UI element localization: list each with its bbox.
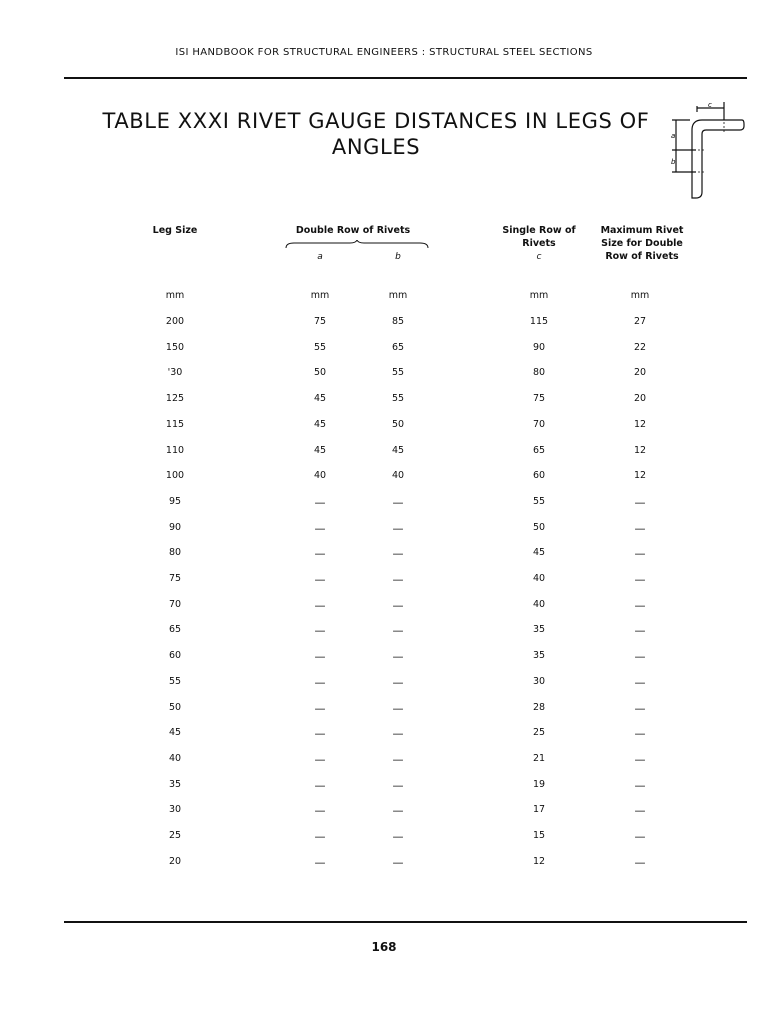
- cell-col-c: 12: [532, 855, 546, 867]
- cell-col-c: 115: [529, 316, 549, 327]
- cell-leg-size: 70: [168, 598, 182, 610]
- cell-max-rivet: —: [634, 855, 646, 869]
- cell-col-b: 85: [391, 316, 405, 327]
- cell-col-c: 35: [532, 624, 546, 636]
- cell-max-rivet: 27: [633, 316, 647, 327]
- cell-leg-size: 95: [168, 495, 182, 507]
- cell-col-a: —: [314, 598, 326, 612]
- cell-max-rivet: 12: [633, 470, 647, 482]
- unit-col-a: mm: [310, 290, 330, 301]
- cell-col-a: —: [314, 855, 326, 869]
- unit-max-rivet: mm: [630, 290, 650, 301]
- cell-col-b: —: [392, 804, 404, 818]
- cell-leg-size: 65: [168, 624, 182, 636]
- cell-col-a: 45: [313, 444, 327, 456]
- cell-col-a: —: [314, 804, 326, 818]
- cell-col-b: 50: [391, 418, 405, 430]
- cell-col-c: 15: [532, 830, 546, 841]
- cell-col-c: 90: [532, 341, 546, 353]
- unit-leg-size: mm: [165, 290, 185, 301]
- cell-col-c: 60: [532, 470, 546, 482]
- cell-col-a: —: [314, 752, 326, 766]
- cell-col-b: 55: [391, 367, 405, 379]
- cell-leg-size: '30: [167, 367, 183, 379]
- cell-col-c: 21: [532, 752, 546, 764]
- top-rule: [64, 77, 747, 79]
- cell-col-a: —: [314, 830, 326, 843]
- cell-max-rivet: —: [634, 624, 646, 638]
- cell-col-b: —: [392, 778, 404, 792]
- cell-col-a: —: [314, 521, 326, 535]
- cell-col-a: —: [314, 778, 326, 792]
- diagram-label-a: a: [671, 132, 676, 140]
- cell-max-rivet: —: [634, 675, 646, 689]
- cell-max-rivet: —: [634, 495, 646, 509]
- cell-col-c: 40: [532, 573, 546, 584]
- cell-col-b: —: [392, 650, 404, 664]
- diagram-label-c: c: [708, 101, 712, 109]
- cell-col-a: —: [314, 701, 326, 715]
- diagram-label-b: b: [671, 158, 676, 166]
- cell-col-c: 45: [532, 547, 546, 559]
- cell-col-b: 45: [391, 444, 405, 456]
- cell-col-c: 25: [532, 727, 546, 739]
- cell-max-rivet: 20: [633, 367, 647, 379]
- header-double-row: Double Row of Rivets: [295, 225, 411, 236]
- cell-leg-size: 50: [168, 701, 182, 713]
- cell-col-c: 50: [532, 521, 546, 533]
- cell-leg-size: 25: [168, 830, 182, 841]
- cell-col-b: —: [392, 547, 404, 561]
- cell-max-rivet: —: [634, 804, 646, 818]
- cell-max-rivet: —: [634, 650, 646, 664]
- header-col-c: c: [536, 252, 542, 262]
- cell-col-c: 28: [532, 701, 546, 713]
- cell-col-c: 17: [532, 804, 546, 816]
- cell-leg-size: 200: [165, 316, 185, 327]
- cell-col-b: 40: [391, 470, 405, 482]
- cell-max-rivet: —: [634, 752, 646, 766]
- cell-leg-size: 60: [168, 650, 182, 662]
- cell-col-c: 80: [532, 367, 546, 379]
- cell-max-rivet: 22: [633, 341, 647, 353]
- cell-max-rivet: —: [634, 830, 646, 843]
- cell-col-b: —: [392, 855, 404, 869]
- cell-col-a: 45: [313, 418, 327, 430]
- cell-max-rivet: 12: [633, 444, 647, 456]
- cell-col-b: —: [392, 521, 404, 535]
- cell-col-c: 75: [532, 393, 546, 405]
- cell-col-a: —: [314, 675, 326, 689]
- cell-col-b: —: [392, 675, 404, 689]
- cell-col-b: —: [392, 495, 404, 509]
- cell-max-rivet: —: [634, 573, 646, 586]
- cell-col-a: 75: [313, 316, 327, 327]
- cell-col-a: —: [314, 650, 326, 664]
- cell-max-rivet: —: [634, 521, 646, 535]
- cell-col-c: 70: [532, 418, 546, 430]
- cell-leg-size: 30: [168, 804, 182, 816]
- cell-leg-size: 20: [168, 855, 182, 867]
- cell-col-b: —: [392, 624, 404, 638]
- cell-col-c: 30: [532, 675, 546, 687]
- cell-max-rivet: 20: [633, 393, 647, 405]
- cell-leg-size: 100: [165, 470, 185, 482]
- cell-leg-size: 90: [168, 521, 182, 533]
- cell-leg-size: 75: [168, 573, 182, 584]
- header-max-rivet: Maximum Rivet Size for Double Row of Rivets: [600, 225, 684, 262]
- cell-leg-size: 150: [165, 341, 185, 353]
- cell-leg-size: 35: [168, 778, 182, 790]
- cell-leg-size: 55: [168, 675, 182, 687]
- cell-leg-size: 45: [168, 727, 182, 739]
- double-row-brace: [284, 240, 430, 250]
- cell-col-a: 55: [313, 341, 327, 353]
- cell-col-c: 40: [532, 598, 546, 610]
- page-number: 168: [371, 940, 397, 954]
- cell-col-a: —: [314, 624, 326, 638]
- cell-max-rivet: —: [634, 701, 646, 715]
- cell-col-b: —: [392, 573, 404, 586]
- cell-col-a: 50: [313, 367, 327, 379]
- cell-max-rivet: —: [634, 778, 646, 792]
- cell-leg-size: 115: [165, 418, 185, 430]
- cell-col-c: 19: [532, 778, 546, 790]
- cell-max-rivet: —: [634, 598, 646, 612]
- cell-leg-size: 110: [165, 444, 185, 456]
- cell-col-a: —: [314, 573, 326, 586]
- cell-col-a: 40: [313, 470, 327, 482]
- cell-col-b: 55: [391, 393, 405, 405]
- bottom-rule: [64, 921, 747, 923]
- header-col-b: b: [395, 252, 401, 262]
- cell-col-c: 35: [532, 650, 546, 662]
- cell-max-rivet: 12: [633, 418, 647, 430]
- cell-col-b: —: [392, 701, 404, 715]
- cell-col-b: —: [392, 830, 404, 843]
- cell-col-b: 65: [391, 341, 405, 353]
- cell-max-rivet: —: [634, 547, 646, 561]
- header-col-a: a: [317, 252, 323, 262]
- cell-col-a: 45: [313, 393, 327, 405]
- table-title: TABLE XXXI RIVET GAUGE DISTANCES IN LEGS OF ANGLES: [102, 109, 650, 159]
- cell-col-b: —: [392, 727, 404, 741]
- running-head: ISI HANDBOOK FOR STRUCTURAL ENGINEERS : STRUCTURAL STEEL SECTIONS: [175, 47, 593, 58]
- cell-leg-size: 125: [165, 393, 185, 405]
- cell-col-b: —: [392, 752, 404, 766]
- header-single-row: Single Row of Rivets: [502, 225, 576, 249]
- cell-col-a: —: [314, 495, 326, 509]
- cell-leg-size: 40: [168, 752, 182, 764]
- header-leg-size: Leg Size: [152, 225, 198, 236]
- cell-col-c: 65: [532, 444, 546, 456]
- cell-col-a: —: [314, 547, 326, 561]
- cell-col-c: 55: [532, 495, 546, 507]
- angle-section-diagram: [662, 100, 752, 200]
- unit-col-c: mm: [529, 290, 549, 301]
- cell-col-b: —: [392, 598, 404, 612]
- cell-max-rivet: —: [634, 727, 646, 741]
- cell-col-a: —: [314, 727, 326, 741]
- cell-leg-size: 80: [168, 547, 182, 559]
- unit-col-b: mm: [388, 290, 408, 301]
